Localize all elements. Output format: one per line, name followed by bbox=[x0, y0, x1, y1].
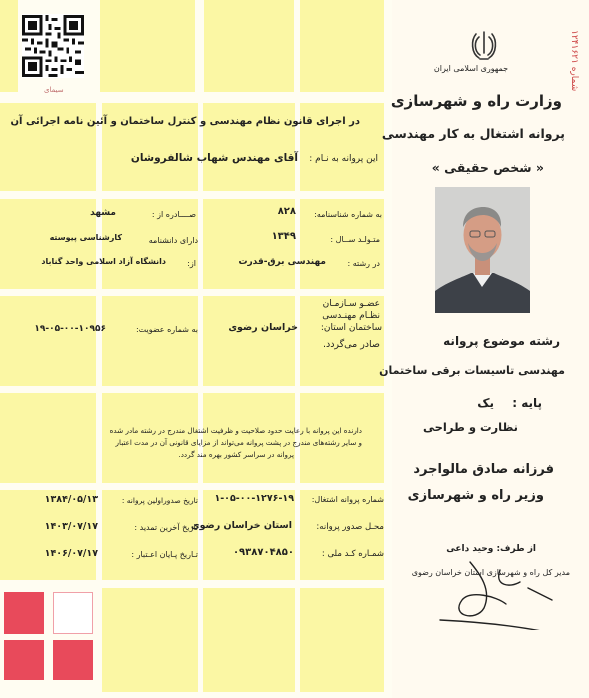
security-square-red bbox=[4, 640, 44, 680]
notice-line3: پروانه در سراسر کشور بهره مند گردد. bbox=[178, 450, 294, 459]
security-tile bbox=[102, 588, 198, 692]
birth-value: ۱۳۴۹ bbox=[271, 231, 296, 242]
first-issue-label: تاریخ صدوراولین پروانه : bbox=[121, 496, 198, 505]
security-square-red bbox=[53, 640, 93, 680]
qr-code-icon bbox=[22, 14, 84, 78]
on-behalf-of: از طرف: وحید داعی bbox=[446, 544, 536, 554]
holder-label: این پروانه به نـام : bbox=[309, 154, 378, 164]
ministry-title: وزارت راه و شهرسازی bbox=[390, 92, 562, 110]
security-square-red bbox=[4, 592, 44, 634]
license-title: پروانه اشتغال به کار مهندسی bbox=[381, 126, 565, 141]
signatory-name: فرزانه صادق مالواجرد bbox=[413, 462, 554, 477]
security-tile bbox=[300, 588, 384, 692]
id-label: به شماره شناسنامه: bbox=[314, 210, 382, 219]
last-renewal-label: تاریخ آخرین تمدید : bbox=[134, 523, 198, 532]
security-tile bbox=[203, 588, 295, 692]
security-tile bbox=[0, 0, 18, 92]
holder-name: آقای مهندس شهاب شالفروشان bbox=[130, 152, 298, 164]
license-no-value: ۱-۰۵-۰۰-۱۲۷۶-۱۹ bbox=[214, 493, 294, 504]
emblem-caption: جمهوری اسلامی ایران bbox=[433, 64, 509, 73]
issue-place-value: استان خراسان رضوی bbox=[190, 520, 292, 531]
last-renewal-value: ۱۴۰۳/۰۷/۱۷ bbox=[44, 521, 98, 532]
issued-from-value: مشهد bbox=[90, 208, 116, 218]
security-tile bbox=[204, 0, 294, 92]
security-tile bbox=[102, 296, 198, 386]
security-tile bbox=[300, 0, 384, 92]
grade-value: یک bbox=[477, 396, 494, 410]
issued-text: صادر می‌گردد. bbox=[322, 339, 380, 350]
notice-line2: و سایر رشته‌های مندرج در پشت پروانه می‌تواند از مزایای قانونی آن در مدت اعتبار bbox=[115, 438, 362, 447]
iran-emblem-icon bbox=[470, 29, 498, 62]
security-tile bbox=[0, 296, 96, 386]
license-subject-value: مهندسی تاسیسات برقی ساختمان bbox=[379, 364, 565, 377]
birth-label: متـولـد ســال : bbox=[330, 235, 380, 244]
degree-label: دارای دانشنامه bbox=[148, 236, 198, 245]
stamp-small-text: سیمای bbox=[44, 86, 64, 94]
national-id-value: ۰۹۳۸۷۰۴۸۵۰ bbox=[232, 547, 294, 558]
first-issue-value: ۱۳۸۴/۰۵/۱۳ bbox=[44, 494, 98, 505]
org-label-line3: ساختمان استان: bbox=[320, 323, 382, 333]
org-label-line1: عضـو سـازمـان bbox=[322, 299, 380, 309]
province-value: خراسان رضوی bbox=[228, 322, 298, 333]
license-scope: نظارت و طراحی bbox=[422, 420, 518, 434]
membership-no-value: ۱۹-۰۵-۰۰-۱۰۹۵۶ bbox=[34, 324, 106, 334]
security-square-white bbox=[53, 592, 93, 634]
license-subject-title: رشته موضوع پروانه bbox=[443, 334, 560, 348]
membership-no-label: به شماره عضویت: bbox=[135, 325, 198, 334]
org-label-line2: نظـام مهنـدسی bbox=[322, 311, 380, 321]
field-label: در رشته : bbox=[347, 259, 380, 268]
deputy-position: مدیر کل راه و شهرسازی استان خراسان رضوی bbox=[411, 568, 570, 577]
security-tile bbox=[203, 296, 295, 386]
holder-photo bbox=[435, 187, 530, 313]
expiry-value: ۱۴۰۶/۰۷/۱۷ bbox=[44, 548, 98, 559]
national-id-label: شمـاره کـد ملی : bbox=[321, 549, 384, 559]
license-no-label: شماره پروانه اشتغال: bbox=[311, 495, 384, 504]
university-label: از: bbox=[187, 259, 196, 268]
university-value: دانشگاه آزاد اسلامی واحد گناباد bbox=[41, 257, 166, 266]
expiry-label: تـاریخ پـایان اعـتبار : bbox=[131, 550, 198, 559]
field-value: مهندسی برق-قدرت bbox=[238, 257, 326, 267]
signatory-position: وزیر راه و شهرسازی bbox=[407, 488, 544, 503]
grade-label: پایه : bbox=[512, 396, 542, 410]
degree-value: کارشناسی پیوسته bbox=[49, 233, 122, 242]
notice-line1: دارنده این پروانه با رعایت حدود صلاحیت و ظرفیت اشتغال مندرج در رشته مادر شده bbox=[109, 426, 362, 435]
security-tile bbox=[100, 0, 195, 92]
id-value: ۸۲۸ bbox=[277, 206, 296, 217]
license-type: « شخص حقیقی » bbox=[431, 160, 544, 175]
law-line: در اجرای قانون نظام مهندسی و کنترل ساختمان و آئین نامه اجرائی آن bbox=[10, 116, 360, 127]
issued-from-label: صــــادره از : bbox=[151, 210, 196, 219]
serial-number: شماره ۱۲۴۱۶۲۱ bbox=[569, 30, 579, 92]
issue-place-label: محـل صدور پروانه: bbox=[316, 522, 384, 532]
